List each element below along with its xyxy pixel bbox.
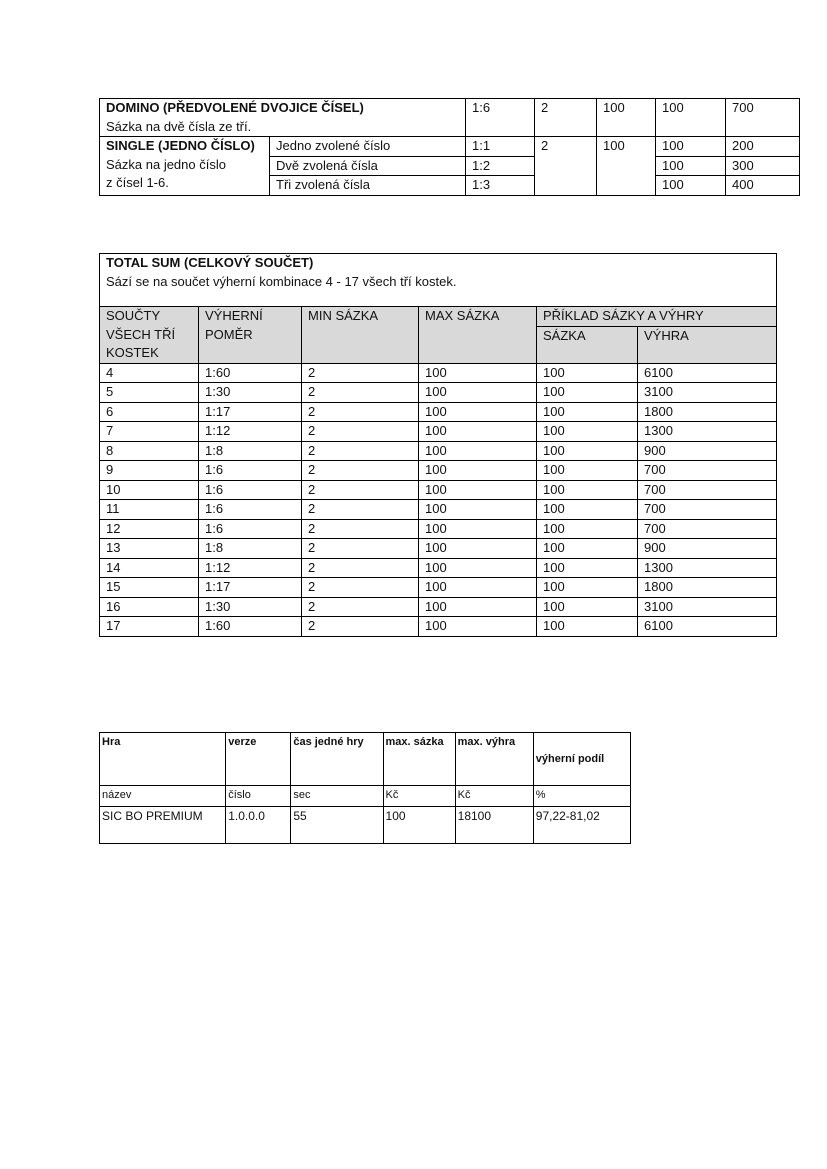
table-row xyxy=(100,480,777,500)
header-max: MAX SÁZKA xyxy=(419,307,537,364)
cell-ratio: 1:6 xyxy=(199,500,302,520)
header-max-bet: max. sázka xyxy=(383,733,455,786)
single-desc-2: z čísel 1-6. xyxy=(106,175,169,190)
cell-win: 700 xyxy=(638,461,777,481)
single-ratio: 1:2 xyxy=(466,156,535,176)
table-row xyxy=(100,519,777,539)
game-info-units-row xyxy=(100,786,631,807)
domino-single-table xyxy=(99,98,800,196)
single-row-1 xyxy=(100,137,800,157)
game-info-data-row xyxy=(100,807,631,844)
cell-bet: 100 xyxy=(537,363,638,383)
cell-win: 3100 xyxy=(638,597,777,617)
single-desc-1: Sázka na jedno číslo xyxy=(106,156,226,172)
table-row xyxy=(100,578,777,598)
unit-czk: Kč xyxy=(383,786,455,807)
domino-win: 700 xyxy=(726,99,800,137)
cell-max: 100 xyxy=(419,597,537,617)
unit-name: název xyxy=(100,786,226,807)
cell-sum: 10 xyxy=(100,480,199,500)
cell-ratio: 1:12 xyxy=(199,558,302,578)
cell-win: 900 xyxy=(638,441,777,461)
cell-bet: 100 xyxy=(537,441,638,461)
single-ratio: 1:1 xyxy=(466,137,535,157)
domino-title-cell xyxy=(100,99,466,137)
cell-bet: 100 xyxy=(537,402,638,422)
cell-ratio: 1:6 xyxy=(199,461,302,481)
cell-min: 2 xyxy=(302,461,419,481)
cell-sum: 13 xyxy=(100,539,199,559)
cell-max: 100 xyxy=(419,422,537,442)
cell-sum: 6 xyxy=(100,402,199,422)
header-row-1 xyxy=(100,307,777,327)
header-example: PŘÍKLAD SÁZKY A VÝHRY xyxy=(537,307,777,327)
cell-max: 100 xyxy=(419,461,537,481)
single-title: SINGLE (JEDNO ČÍSLO) xyxy=(106,138,255,153)
cell-bet: 100 xyxy=(537,597,638,617)
table-row xyxy=(100,383,777,403)
table-row xyxy=(100,597,777,617)
cell-bet: 100 xyxy=(537,519,638,539)
cell-max: 100 xyxy=(419,363,537,383)
cell-ratio: 1:6 xyxy=(199,519,302,539)
cell-min: 2 xyxy=(302,363,419,383)
header-max-win: max. výhra xyxy=(455,733,533,786)
table-row xyxy=(100,363,777,383)
cell-ratio: 1:8 xyxy=(199,441,302,461)
game-info-header-row xyxy=(100,733,631,786)
single-max: 100 xyxy=(597,137,656,196)
game-version: 1.0.0.0 xyxy=(226,807,291,844)
cell-min: 2 xyxy=(302,617,419,637)
cell-sum: 7 xyxy=(100,422,199,442)
unit-percent: % xyxy=(533,786,630,807)
total-sum-body xyxy=(100,363,777,636)
cell-bet: 100 xyxy=(537,617,638,637)
cell-max: 100 xyxy=(419,539,537,559)
cell-sum: 4 xyxy=(100,363,199,383)
cell-sum: 12 xyxy=(100,519,199,539)
cell-max: 100 xyxy=(419,402,537,422)
single-win: 400 xyxy=(726,176,800,196)
cell-bet: 100 xyxy=(537,578,638,598)
single-bet: 100 xyxy=(656,137,726,157)
total-sum-table xyxy=(99,253,777,637)
cell-win: 1800 xyxy=(638,578,777,598)
header-payout-share: výherní podíl xyxy=(533,733,630,786)
total-sum-title: TOTAL SUM (CELKOVÝ SOUČET) xyxy=(106,255,314,270)
game-name: SIC BO PREMIUM xyxy=(100,807,226,844)
total-sum-desc: Sází se na součet výherní kombinace 4 - 17 všech tří kostek. xyxy=(106,273,457,289)
cell-min: 2 xyxy=(302,519,419,539)
cell-sum: 17 xyxy=(100,617,199,637)
domino-title: DOMINO (PŘEDVOLENÉ DVOJICE ČÍSEL) xyxy=(106,100,364,115)
cell-max: 100 xyxy=(419,441,537,461)
table-row xyxy=(100,461,777,481)
cell-max: 100 xyxy=(419,617,537,637)
cell-max: 100 xyxy=(419,578,537,598)
cell-sum: 8 xyxy=(100,441,199,461)
cell-win: 3100 xyxy=(638,383,777,403)
cell-min: 2 xyxy=(302,539,419,559)
table-row xyxy=(100,558,777,578)
cell-max: 100 xyxy=(419,480,537,500)
cell-win: 6100 xyxy=(638,617,777,637)
single-min: 2 xyxy=(535,137,597,196)
cell-ratio: 1:30 xyxy=(199,383,302,403)
cell-bet: 100 xyxy=(537,480,638,500)
domino-ratio: 1:6 xyxy=(466,99,535,137)
header-win: VÝHRA xyxy=(638,326,777,363)
cell-win: 1300 xyxy=(638,422,777,442)
cell-min: 2 xyxy=(302,402,419,422)
cell-ratio: 1:60 xyxy=(199,363,302,383)
domino-desc: Sázka na dvě čísla ze tří. xyxy=(106,118,252,134)
cell-min: 2 xyxy=(302,500,419,520)
cell-sum: 11 xyxy=(100,500,199,520)
cell-bet: 100 xyxy=(537,422,638,442)
single-label: Dvě zvolená čísla xyxy=(270,156,466,176)
game-info-table xyxy=(99,732,631,844)
cell-min: 2 xyxy=(302,422,419,442)
game-payout-share: 97,22-81,02 xyxy=(533,807,630,844)
header-game: Hra xyxy=(100,733,226,786)
table-row xyxy=(100,500,777,520)
domino-min: 2 xyxy=(535,99,597,137)
cell-win: 6100 xyxy=(638,363,777,383)
unit-sec: sec xyxy=(291,786,383,807)
total-sum-title-cell xyxy=(100,254,777,307)
cell-ratio: 1:17 xyxy=(199,578,302,598)
cell-max: 100 xyxy=(419,500,537,520)
header-ratio: VÝHERNÍ POMĚR xyxy=(199,307,302,364)
table-row xyxy=(100,539,777,559)
cell-ratio: 1:8 xyxy=(199,539,302,559)
cell-sum: 5 xyxy=(100,383,199,403)
cell-max: 100 xyxy=(419,558,537,578)
header-game-time: čas jedné hry xyxy=(291,733,383,786)
cell-max: 100 xyxy=(419,383,537,403)
cell-win: 1800 xyxy=(638,402,777,422)
cell-sum: 9 xyxy=(100,461,199,481)
cell-min: 2 xyxy=(302,480,419,500)
cell-min: 2 xyxy=(302,441,419,461)
domino-max: 100 xyxy=(597,99,656,137)
table-row xyxy=(100,422,777,442)
total-sum-title-row xyxy=(100,254,777,307)
single-bet: 100 xyxy=(656,156,726,176)
cell-bet: 100 xyxy=(537,539,638,559)
cell-sum: 14 xyxy=(100,558,199,578)
unit-number: číslo xyxy=(226,786,291,807)
cell-max: 100 xyxy=(419,519,537,539)
cell-win: 700 xyxy=(638,480,777,500)
cell-bet: 100 xyxy=(537,383,638,403)
header-version: verze xyxy=(226,733,291,786)
cell-win: 700 xyxy=(638,500,777,520)
single-label: Tři zvolená čísla xyxy=(270,176,466,196)
single-title-cell xyxy=(100,137,270,196)
cell-bet: 100 xyxy=(537,500,638,520)
cell-win: 700 xyxy=(638,519,777,539)
cell-ratio: 1:12 xyxy=(199,422,302,442)
cell-min: 2 xyxy=(302,558,419,578)
game-time: 55 xyxy=(291,807,383,844)
game-max-bet: 100 xyxy=(383,807,455,844)
cell-ratio: 1:17 xyxy=(199,402,302,422)
game-max-win: 18100 xyxy=(455,807,533,844)
single-win: 300 xyxy=(726,156,800,176)
cell-min: 2 xyxy=(302,383,419,403)
unit-czk: Kč xyxy=(455,786,533,807)
domino-row xyxy=(100,99,800,137)
single-win: 200 xyxy=(726,137,800,157)
cell-ratio: 1:6 xyxy=(199,480,302,500)
cell-ratio: 1:60 xyxy=(199,617,302,637)
cell-win: 1300 xyxy=(638,558,777,578)
cell-sum: 15 xyxy=(100,578,199,598)
cell-min: 2 xyxy=(302,597,419,617)
cell-bet: 100 xyxy=(537,558,638,578)
cell-min: 2 xyxy=(302,578,419,598)
domino-bet: 100 xyxy=(656,99,726,137)
single-bet: 100 xyxy=(656,176,726,196)
single-ratio: 1:3 xyxy=(466,176,535,196)
header-min: MIN SÁZKA xyxy=(302,307,419,364)
cell-win: 900 xyxy=(638,539,777,559)
cell-bet: 100 xyxy=(537,461,638,481)
cell-ratio: 1:30 xyxy=(199,597,302,617)
table-row xyxy=(100,402,777,422)
table-row xyxy=(100,617,777,637)
header-sum: SOUČTY VŠECH TŘÍ KOSTEK xyxy=(100,307,199,364)
single-label: Jedno zvolené číslo xyxy=(270,137,466,157)
header-bet: SÁZKA xyxy=(537,326,638,363)
table-row xyxy=(100,441,777,461)
cell-sum: 16 xyxy=(100,597,199,617)
